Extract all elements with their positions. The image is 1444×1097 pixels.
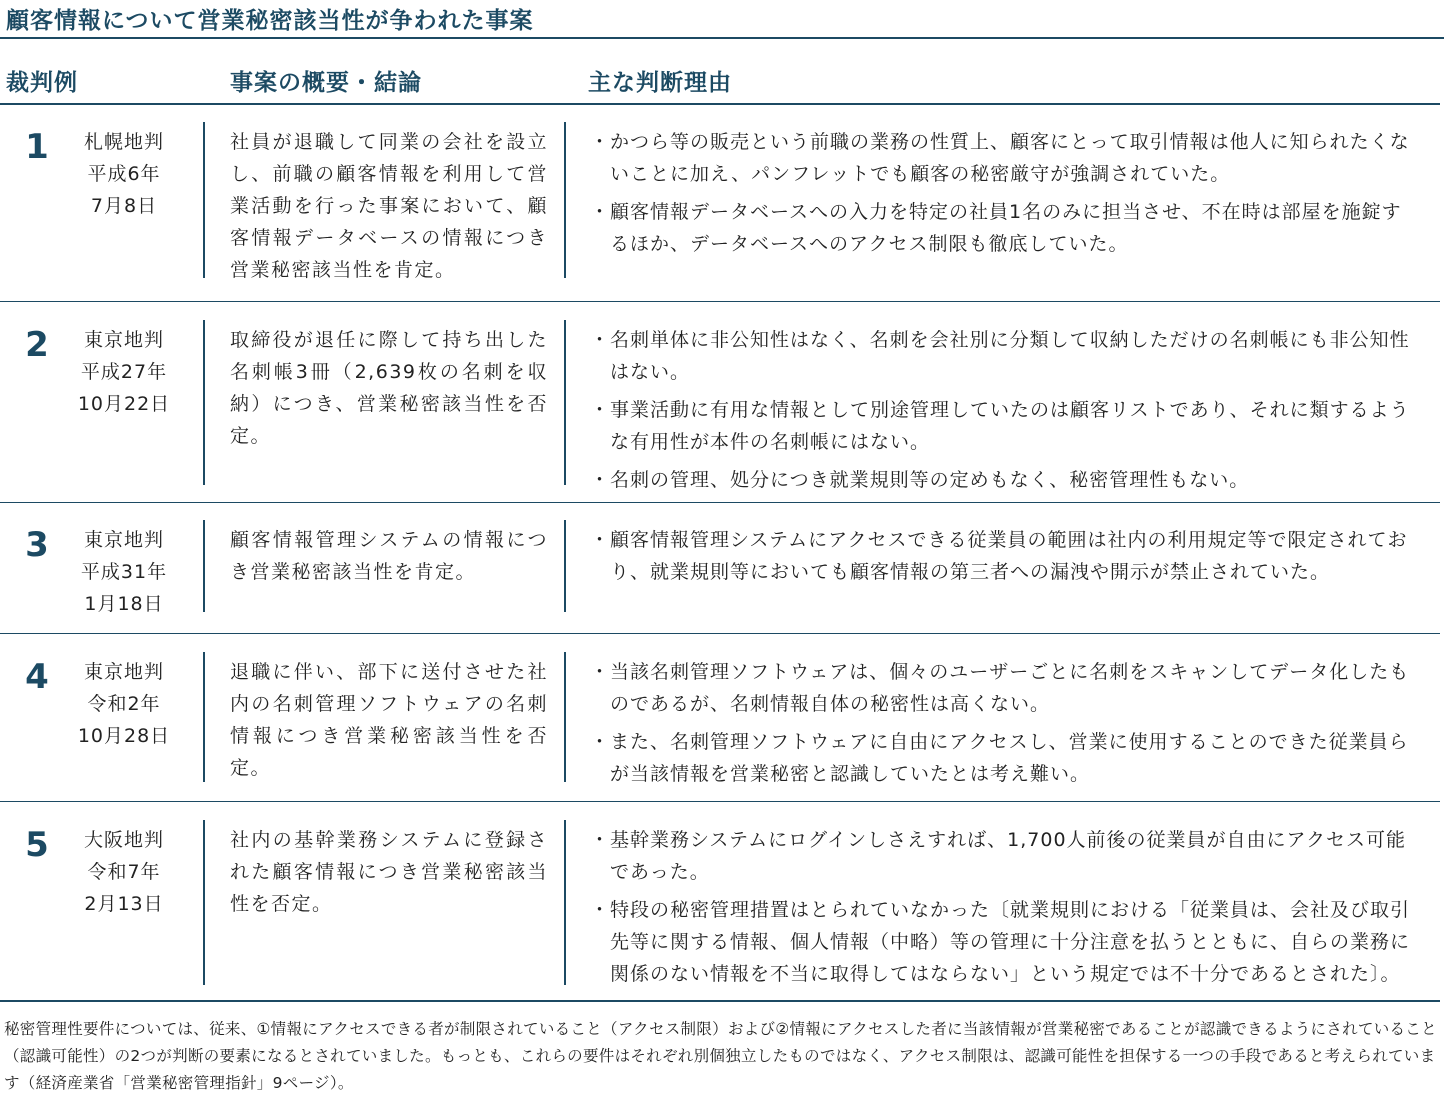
bullet-glyph: ・ [590,469,611,491]
court-date: 東京地判 平成31年 1月18日 [80,529,168,615]
case-summary: 退職に伴い、部下に送付させた社内の名刺管理ソフトウェアの名刺情報につき営業秘密該当性を否定。 [230,661,548,779]
court-date: 大阪地判 令和7年 2月13日 [83,829,164,915]
table-bottom-rule [0,1000,1440,1002]
reason-item: ・ 名刺の管理、処分につき就業規則等の定めもなく、秘密管理性もない。 [590,464,1420,496]
column-header-reasons: 主な判断理由 [588,70,732,96]
reason-item: ・ かつら等の販売という前職の業務の性質上、顧客にとって取引情報は他人に知られたくないことに加え、パンフレットでも顧客の秘密厳守が強調されていた。 [590,126,1420,190]
column-header-summary: 事案の概要・結論 [230,70,422,96]
column-divider [203,820,205,985]
reason-item: ・ 事業活動に有用な情報として別途管理していたのは顧客リストであり、それに類するような有用性が本件の名刺帳にはない。 [590,394,1420,458]
column-header-case: 裁判例 [6,70,78,96]
case-number: 2 [25,325,49,365]
reason-item: ・ 顧客情報データベースへの入力を特定の社員1名のみに担当させ、不在時は部屋を施錠するほか、データベースへのアクセス制限も徹底していた。 [590,196,1420,260]
case-number: 3 [25,525,49,565]
row-separator [0,502,1440,503]
bullet-glyph: ・ [590,131,611,153]
case-row [0,320,1444,490]
case-row [0,520,1444,620]
court-date: 札幌地判 平成6年 7月8日 [83,131,164,217]
case-summary: 顧客情報管理システムの情報につき営業秘密該当性を肯定。 [230,529,548,583]
reason-item: ・ 顧客情報管理システムにアクセスできる従業員の範囲は社内の利用規定等で限定されており、就業規則等においても顧客情報の第三者への漏洩や開示が禁止されていた。 [590,524,1420,588]
case-row [0,652,1444,792]
bullet-glyph: ・ [590,329,611,351]
case-summary: 取締役が退任に際して持ち出した名刺帳3冊（2,639枚の名刺を収納）につき、営業秘密該当性を否定。 [230,329,548,447]
reasons-list [590,824,1420,996]
title-rule [0,37,1444,39]
column-divider [564,820,566,985]
bullet-glyph: ・ [590,829,611,851]
column-divider [564,520,566,612]
footnote: 秘密管理性要件については、従来、①情報にアクセスできる者が制限されていること（アクセス制限）および②情報にアクセスした者に当該情報が営業秘密であることが認識できるようにされていること（認識可能性）の2つが判断の要素になるとされていました。もっとも、これらの要件はそれぞれ別個独立したものではなく、アクセス制限は、認識可能性を担保する一つの手段であると考えられています（経済産業省「営業秘密管理指針」9ページ）。 [4,1020,1437,1092]
column-divider [203,122,205,278]
case-number: 4 [25,657,49,697]
column-divider [203,520,205,612]
reason-item: ・ また、名刺管理ソフトウェアに自由にアクセスし、営業に使用することのできた従業員らが当該情報を営業秘密と認識していたとは考え難い。 [590,726,1420,790]
bullet-glyph: ・ [590,899,611,921]
court-date: 東京地判 平成27年 10月22日 [77,329,171,415]
reasons-list [590,126,1420,266]
case-number: 5 [25,825,49,865]
row-separator [0,801,1440,802]
column-divider [203,652,205,782]
reasons-list [590,324,1420,502]
court-date: 東京地判 令和2年 10月28日 [77,661,171,747]
column-divider [203,320,205,485]
reason-item: ・ 基幹業務システムにログインしさえすれば、1,700人前後の従業員が自由にアクセス可能であった。 [590,824,1420,888]
case-summary: 社員が退職して同業の会社を設立し、前職の顧客情報を利用して営業活動を行った事案において、顧客情報データベースの情報につき営業秘密該当性を肯定。 [230,131,548,281]
case-summary: 社内の基幹業務システムに登録された顧客情報につき営業秘密該当性を否定。 [230,829,548,915]
row-separator [0,633,1440,634]
header-rule [0,103,1440,105]
bullet-glyph: ・ [590,399,611,421]
column-divider [564,652,566,782]
bullet-glyph: ・ [590,529,611,551]
page-title: 顧客情報について営業秘密該当性が争われた事案 [6,8,534,34]
row-separator [0,301,1440,302]
bullet-glyph: ・ [590,661,611,683]
reasons-list [590,524,1420,594]
reason-item: ・ 名刺単体に非公知性はなく、名刺を会社別に分類して収納しただけの名刺帳にも非公知性はない。 [590,324,1420,388]
column-divider [564,122,566,278]
reasons-list [590,656,1420,796]
reason-item: ・ 当該名刺管理ソフトウェアは、個々のユーザーごとに名刺をスキャンしてデータ化したものであるが、名刺情報自体の秘密性は高くない。 [590,656,1420,720]
reason-item: ・ 特段の秘密管理措置はとられていなかった〔就業規則における「従業員は、会社及び取引先等に関する情報、個人情報（中略）等の管理に十分注意を払うとともに、自らの業務に関係のない情報を不当に取得してはならない」という規定では不十分であるとされた〕。 [590,894,1420,990]
case-row [0,820,1444,990]
case-row [0,122,1444,282]
column-divider [564,320,566,485]
case-number: 1 [25,127,49,167]
bullet-glyph: ・ [590,731,611,753]
bullet-glyph: ・ [590,201,611,223]
